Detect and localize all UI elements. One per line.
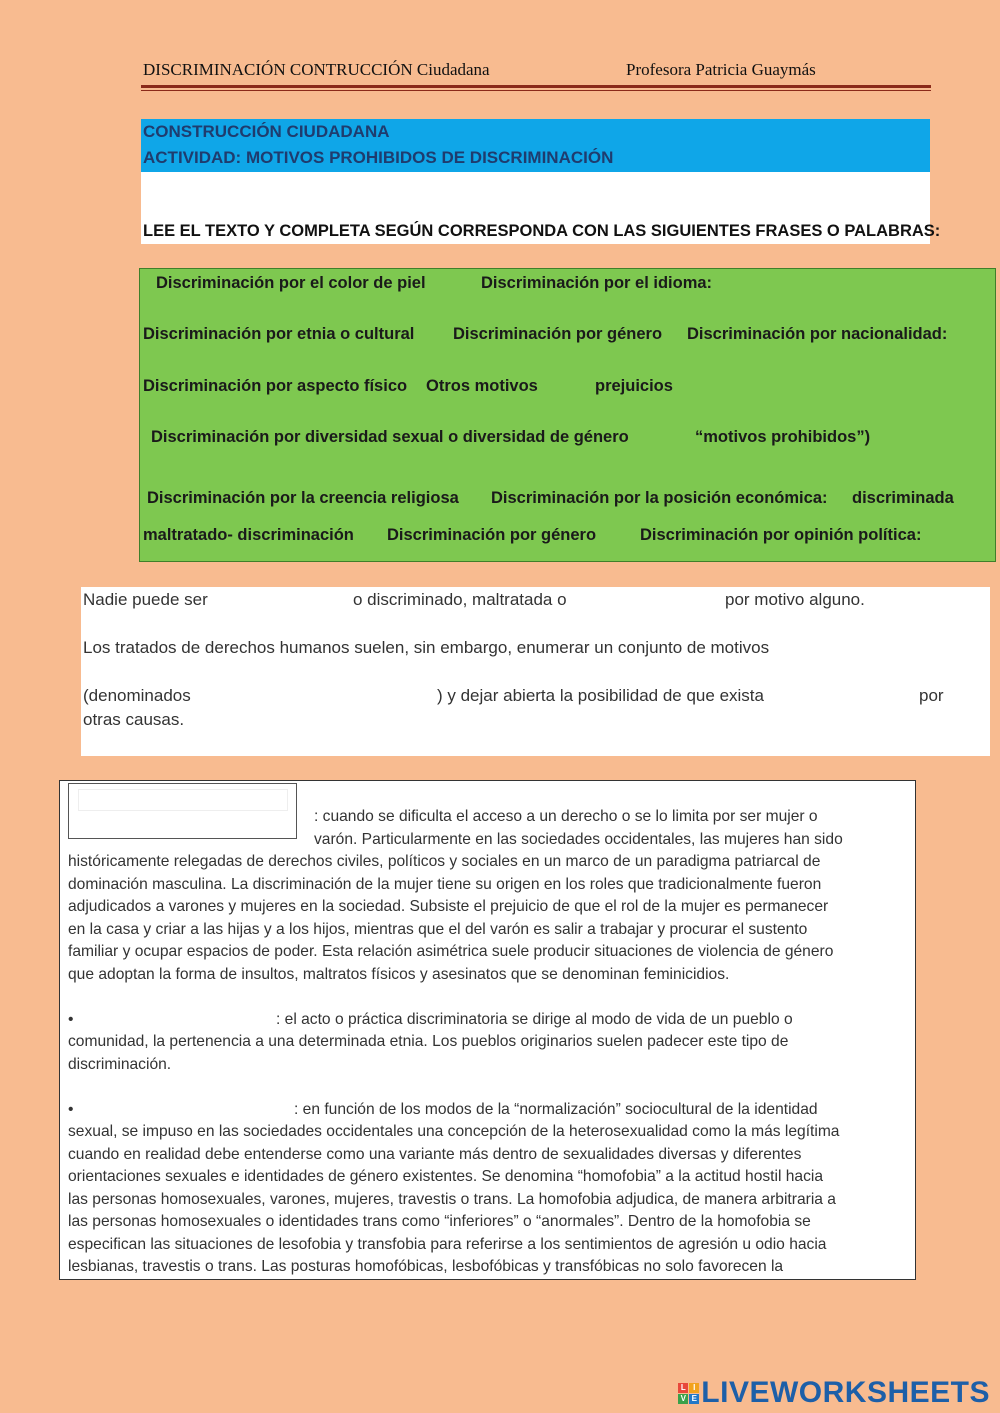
text-line: que adoptan la forma de insultos, maltratos físicos y asesinatos que se denominan feminicidios. [68,966,730,983]
word-bank-item: discriminada [852,489,954,507]
instruction-text: LEE EL TEXTO Y COMPLETA SEGÚN CORRESPONDA CON LAS SIGUIENTES FRASES O PALABRAS: [143,222,941,240]
header-title: DISCRIMINACIÓN CONTRUCCIÓN Ciudadana [143,60,490,79]
word-bank-item: Discriminación por etnia o cultural [143,325,415,343]
fill-text: por [919,686,944,705]
text-line: comunidad, la pertenencia a una determinada etnia. Los pueblos originarios suelen padecer este tipo de [68,1033,789,1050]
fill-text: ) y dejar abierta la posibilidad de que exista [437,686,764,705]
word-bank-item: Discriminación por opinión política: [640,526,922,544]
fill-text: Los tratados de derechos humanos suelen, sin embargo, enumerar un conjunto de motivos [83,638,770,657]
header-teacher: Profesora Patricia Guaymás [626,60,816,79]
text-line: : en función de los modos de la “normalización” sociocultural de la identidad [294,1101,818,1118]
text-line: históricamente relegadas de derechos civiles, políticos y sociales en un marco de un paradigma patriarcal de [68,853,821,870]
word-bank-item: prejuicios [595,377,673,395]
header-divider-thin [141,90,931,91]
word-bank-item: Discriminación por género [387,526,597,544]
text-line: sexual, se impuso en las sociedades occidentales una concepción de la heterosexualidad como la más legítima [68,1123,840,1140]
activity-title: MOTIVOS PROHIBIDOS DE DISCRIMINACIÓN [245,148,614,167]
title-line-1: CONSTRUCCIÓN CIUDADANA [143,122,390,141]
text-line: varón. Particularmente en las sociedades occidentales, las mujeres han sido [314,831,843,848]
word-bank [139,268,996,562]
word-bank-item: Discriminación por el color de piel [156,274,426,292]
word-bank-item: Discriminación por la creencia religiosa [147,489,459,507]
activity-label: ACTIVIDAD: [143,148,242,167]
text-line: las personas homosexuales, varones, mujeres, travestis o trans. La homofobia adjudica, de manera arbitraria a [68,1191,836,1208]
text-line: lesbianas, travestis o trans. Las posturas homofóbicas, lesbofóbicas y transfóbicas no solo favorecen la [68,1258,784,1275]
word-bank-item: Discriminación por diversidad sexual o diversidad de género [151,428,629,446]
word-bank-item: Discriminación por la posición económica: [491,489,828,507]
text-line: las personas homosexuales o identidades trans como “inferiores” o “anormales”. Dentro de la homofobia se [68,1213,811,1230]
text-line: en la casa y criar a las hijas y a los hijos, mientras que el del varón es salir a trabajar y procurar el sustento [68,921,808,938]
text-line: familiar y ocupar espacios de poder. Esta relación asimétrica suele producir situaciones de violencia de género [68,943,834,960]
title-banner [141,119,930,172]
word-bank-item: Otros motivos [426,377,538,395]
title-line-2 [141,145,930,171]
liveworksheets-wordmark: LIVEWORKSHEETS [701,1376,990,1409]
text-line: adjudicados a varones y mujeres en la sociedad. Subsiste el prejuicio de que el rol de la mujer es permanecer [68,898,829,915]
fill-text: Nadie puede ser [83,590,208,609]
answer-blank[interactable] [78,789,288,811]
text-line: : cuando se dificulta el acceso a un derecho o se lo limita por ser mujer o [314,808,818,825]
word-bank-item: Discriminación por género [453,325,663,343]
text-line: orientaciones sexuales e identidades de género existentes. Se denomina “homofobia” a la actitud hostil hacia [68,1168,824,1185]
word-bank-item: Discriminación por nacionalidad: [687,325,948,343]
fill-text: por motivo alguno. [725,590,865,609]
word-bank-item: Discriminación por el idioma: [481,274,713,292]
text-line: especifican las situaciones de lesofobia y transfobia para referirse a los sentimientos de agresión u odio hacia [68,1236,827,1253]
fill-text: otras causas. [83,710,185,729]
fill-in-paragraph [81,587,990,756]
word-bank-item: Discriminación por aspecto físico [143,377,408,395]
header-divider [141,85,931,88]
bullet: • [68,1011,74,1028]
text-line: : el acto o práctica discriminatoria se dirige al modo de vida de un pueblo o [276,1011,793,1028]
liveworksheets-icon: L I V E [678,1383,699,1404]
text-line: dominación masculina. La discriminación de la mujer tiene su origen en los roles que tradicionalmente fueron [68,876,822,893]
text-line: cuando en realidad debe entenderse como una variante más dentro de sexualidades diversas y diferentes [68,1146,802,1163]
bullet: • [68,1101,74,1118]
fill-text: (denominados [83,686,191,705]
word-bank-item: “motivos prohibidos”) [695,428,871,446]
text-line: discriminación. [68,1056,172,1073]
word-bank-item: maltratado- discriminación [143,526,354,544]
fill-text: o discriminado, maltratada o [353,590,567,609]
liveworksheets-logo[interactable] [678,1377,990,1409]
